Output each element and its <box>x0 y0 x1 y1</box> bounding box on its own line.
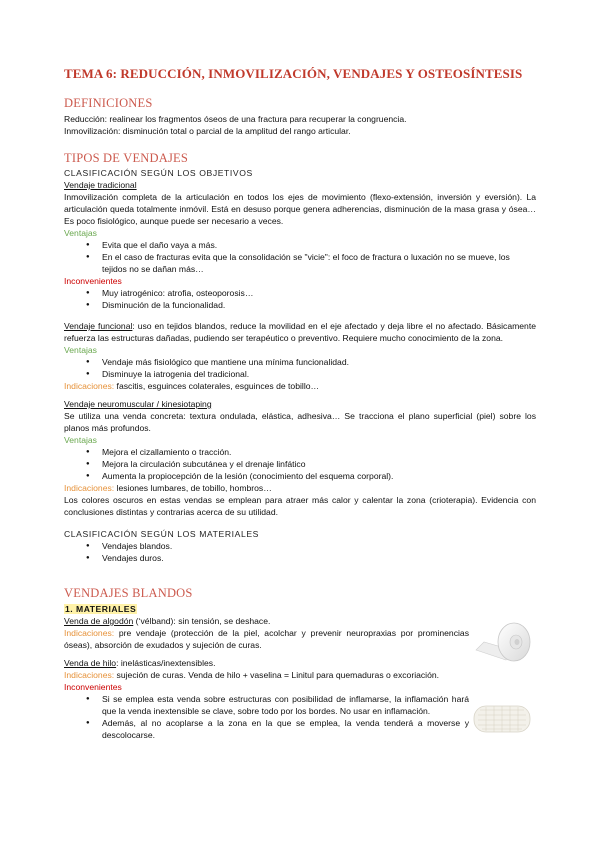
hilo-inconv-label: Inconvenientes <box>64 682 122 692</box>
list-item: ● Disminuye la iatrogenia del tradicional. <box>102 368 536 380</box>
neuromuscular-indicaciones <box>64 482 536 494</box>
list-item: ● Vendaje más fisiológico que mantiene una mínima funcionalidad. <box>102 356 536 368</box>
list-item: ● Además, al no acoplarse a la zona en la que se emplea, la venda tenderá a moverse y descolocarse. <box>102 717 469 741</box>
indicaciones-label: Indicaciones: <box>64 670 115 680</box>
neuromuscular-extra: Los colores oscuros en estas vendas se emplean para atraer más calor y calentar la zona (crioterapia). Evidencia con conclusiones distintas y contrarias acerca de su utilidad. <box>64 495 536 517</box>
clasif-objetivos: CLASIFICACIÓN SEGÚN LOS OBJETIVOS <box>64 168 253 178</box>
tradicional-desc: Inmovilización completa de la articulación en todos los ejes de movimiento (flexo-extensión, inversión y eversión). La articulación queda totalmente inmóvil. Está en desuso porque genera adherencias, disminución de la masa grasa y ósea… Es poco fisiológico, aunque puede ser necesario a veces. <box>64 192 536 226</box>
tradicional-inconv-label: Inconvenientes <box>64 276 122 286</box>
hilo-block <box>64 657 469 741</box>
algodon-line <box>64 615 469 627</box>
funcional-name: Vendaje funcional <box>64 321 133 331</box>
list-item: ● Vendajes duros. <box>102 552 536 564</box>
funcional-ventajas-label: Ventajas <box>64 345 97 355</box>
page-title: TEMA 6: REDUCCIÓN, INMOVILIZACIÓN, VENDAJES Y OSTEOSÍNTESIS <box>64 66 523 81</box>
algodon-block <box>64 615 469 651</box>
algodon-rest: (‘vélband): sin tensión, se deshace. <box>133 616 271 626</box>
tradicional-ventajas-label: Ventajas <box>64 228 97 238</box>
tradicional-name: Vendaje tradicional <box>64 180 137 190</box>
indicaciones-text: sujeción de curas. Venda de hilo + vaselina = Linitul para quemaduras o excoriación. <box>114 670 440 680</box>
neuromuscular-desc: Se utiliza una venda concreta: textura ondulada, elástica, adhesiva… Se tracciona el plano superficial (piel) sobre los planos más profundos. <box>64 411 536 433</box>
hilo-rest: : inelásticas/inextensibles. <box>116 658 216 668</box>
list-item: ● Mejora la circulación subcutánea y el drenaje linfático <box>102 458 536 470</box>
funcional-indicaciones <box>64 380 536 392</box>
hilo-name: Venda de hilo <box>64 658 117 668</box>
algodon-name: Venda de algodón <box>64 616 134 626</box>
def-inmovilizacion: Inmovilización: disminución total o parcial de la amplitud del rango articular. <box>64 126 351 136</box>
indicaciones-text: fascitis, esguinces colaterales, esguinces de tobillo… <box>114 381 320 391</box>
funcional-paragraph <box>64 320 536 344</box>
clasif-materiales: CLASIFICACIÓN SEGÚN LOS MATERIALES <box>64 529 260 539</box>
hilo-line <box>64 657 469 669</box>
materiales-subheading: 1. MATERIALES <box>65 604 137 614</box>
list-item: ● En el caso de fracturas evita que la consolidación se "vicie": el foco de fractura o luxación no se mueve, los tejidos no se dañan más… <box>102 251 536 275</box>
def-reduccion: Reducción: realinear los fragmentos óseos de una fractura para recuperar la congruencia. <box>64 114 407 124</box>
heading-vendajes-blandos: VENDAJES BLANDOS <box>64 586 193 600</box>
cotton-bandage-roll-image <box>472 620 534 672</box>
list-item: ● Vendajes blandos. <box>102 540 536 552</box>
funcional-ventajas-list <box>64 356 536 380</box>
materiales-list <box>64 540 536 564</box>
hilo-inconv-list <box>64 693 469 741</box>
indicaciones-label: Indicaciones: <box>64 628 115 638</box>
heading-tipos: TIPOS DE VENDAJES <box>64 151 189 165</box>
tradicional-ventajas-list <box>64 239 536 275</box>
neuromuscular-ventajas-list <box>64 446 536 482</box>
neuromuscular-ventajas-label: Ventajas <box>64 435 97 445</box>
list-item: ● Disminución de la funcionalidad. <box>102 299 536 311</box>
heading-definiciones: DEFINICIONES <box>64 96 153 110</box>
indicaciones-text: lesiones lumbares, de tobillo, hombros… <box>114 483 272 493</box>
thread-bandage-image <box>470 694 534 742</box>
algodon-indicaciones <box>64 627 469 651</box>
list-item: ● Mejora el cizallamiento o tracción. <box>102 446 536 458</box>
indicaciones-label: Indicaciones: <box>64 381 115 391</box>
list-item: ● Evita que el daño vaya a más. <box>102 239 536 251</box>
hilo-indicaciones <box>64 669 469 681</box>
indicaciones-text: pre vendaje (protección de la piel, acolchar y prevenir neuropraxias por prominencias óseas), absorción de exudados y sujeción de curas. <box>64 628 469 650</box>
indicaciones-label: Indicaciones: <box>64 483 115 493</box>
list-item: ● Muy iatrogénico: atrofia, osteoporosis… <box>102 287 536 299</box>
neuromuscular-name: Vendaje neuromuscular / kinesiotaping <box>64 399 212 409</box>
list-item: ● Si se emplea esta venda sobre estructuras con posibilidad de inflamarse, la inflamación hará que la venda inextensible se clave, sobre todo por los bordes. No usar en inflamación. <box>102 693 469 717</box>
document-page <box>64 66 536 741</box>
list-item: ● Aumenta la propiocepción de la lesión (conocimiento del esquema corporal). <box>102 470 536 482</box>
funcional-desc: : uso en tejidos blandos, reduce la movilidad en el eje afectado y deja libre el no afectado. Básicamente refuerza las estructuras dañadas, pudiendo ser terapéutico o preventivo. Requiere mucho conocimiento de la zona. <box>64 321 536 343</box>
tradicional-inconv-list <box>64 287 536 311</box>
